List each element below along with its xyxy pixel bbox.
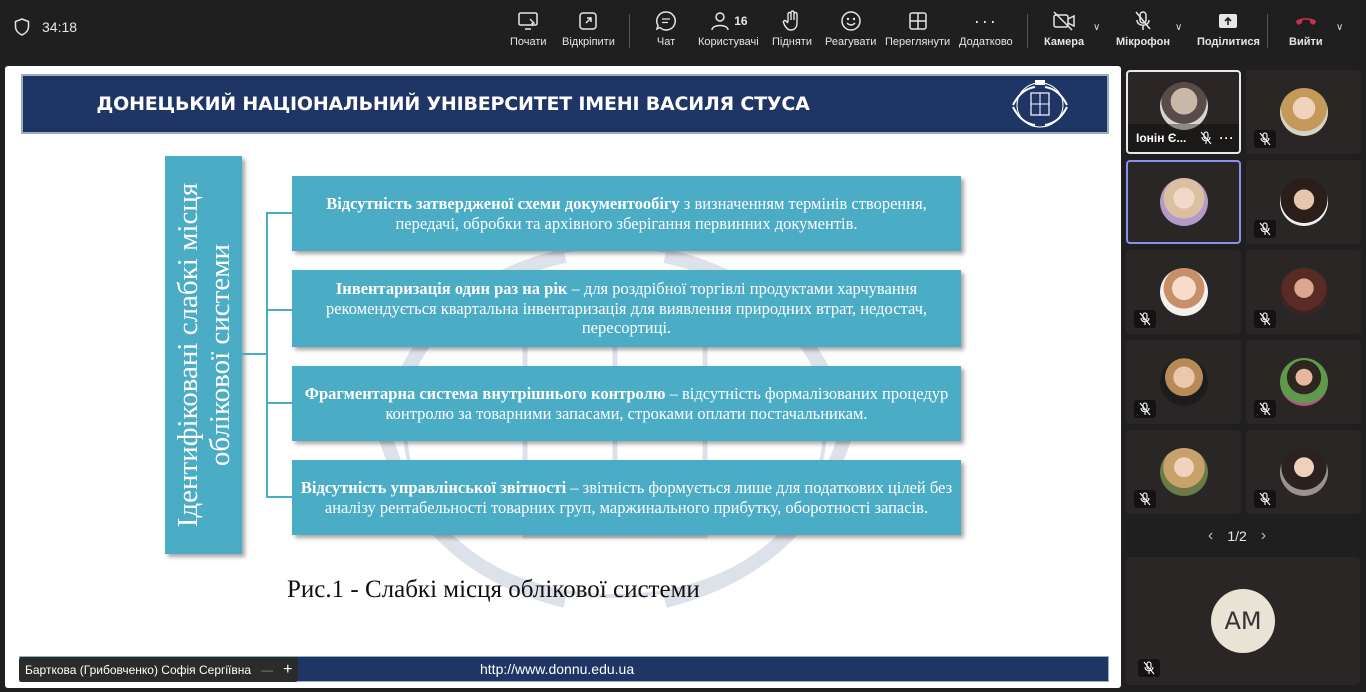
share-label: Поділитися <box>1197 36 1260 48</box>
more-label: Додатково <box>959 36 1013 48</box>
camera-button[interactable] <box>1044 8 1084 54</box>
view-button[interactable] <box>885 8 950 54</box>
weak-point-item <box>292 366 961 441</box>
emoji-icon <box>840 8 862 34</box>
toolbar-divider <box>1267 14 1268 48</box>
phone-hangup-icon <box>1294 8 1318 34</box>
pager-text: 1/2 <box>1227 528 1247 544</box>
participant-more-icon[interactable]: ··· <box>1219 131 1235 145</box>
start-label: Почати <box>510 36 547 48</box>
mic-off-icon <box>1134 490 1156 508</box>
leave-button[interactable] <box>1289 8 1323 54</box>
hand-icon <box>782 8 802 34</box>
weak-point-text: Фрагментарна система внутрішнього контролю – відсутність формалізованих процедур контролю за товарними запасами, строками оплати постачальникам. <box>304 384 949 423</box>
weak-point-text: Інвентаризація один раз на рік – для роздрібної торгівлі продуктами харчування рекомендується квартальна інвентаризація для виявлення природних втрат, недостач, пересортиці. <box>325 279 928 338</box>
university-crest-icon <box>1007 79 1073 131</box>
camera-options-chevron-down-icon[interactable]: ∨ <box>1093 22 1101 33</box>
chat-button[interactable] <box>655 8 677 54</box>
camera-off-icon <box>1052 8 1076 34</box>
mic-off-icon <box>1254 310 1276 328</box>
shield-icon <box>14 18 30 36</box>
mic-off-icon <box>1134 310 1156 328</box>
connector-line <box>242 353 267 355</box>
leave-label: Вийти <box>1289 36 1323 48</box>
chat-label: Чат <box>656 36 676 48</box>
avatar <box>1160 178 1208 226</box>
participants-pager <box>1208 527 1266 545</box>
leave-options-chevron-down-icon[interactable]: ∨ <box>1336 22 1344 33</box>
participant-tile[interactable] <box>1126 340 1241 424</box>
presenter-name: Барткова (Грибовченко) Софія Сергіївна <box>25 662 252 677</box>
avatar <box>1280 358 1328 406</box>
people-label: Користувачі <box>698 36 759 48</box>
chat-icon <box>655 8 677 34</box>
camera-label: Камера <box>1044 36 1085 48</box>
react-button[interactable] <box>825 8 876 54</box>
grid-icon <box>908 8 928 34</box>
share-icon <box>1217 8 1239 34</box>
start-button[interactable] <box>510 8 547 54</box>
participant-tile[interactable] <box>1126 430 1241 514</box>
mic-off-icon <box>1254 130 1276 148</box>
slide-header <box>21 74 1109 134</box>
share-button[interactable] <box>1197 8 1260 54</box>
avatar <box>1160 268 1208 316</box>
mic-off-icon <box>1254 220 1276 238</box>
people-count: 16 <box>734 14 748 28</box>
participant-tile[interactable] <box>1246 430 1361 514</box>
mic-off-icon <box>1138 659 1160 677</box>
connector-line <box>266 496 292 498</box>
mic-options-chevron-down-icon[interactable]: ∨ <box>1175 22 1183 33</box>
mic-label: Мікрофон <box>1116 36 1171 48</box>
popout-button[interactable] <box>562 8 615 54</box>
meeting-timer <box>14 18 77 36</box>
avatar <box>1160 358 1208 406</box>
mic-off-icon <box>1254 400 1276 418</box>
participant-tile[interactable] <box>1246 340 1361 424</box>
avatar <box>1280 268 1328 316</box>
footer-url: http://www.donnu.edu.ua <box>480 661 635 677</box>
participant-name-bar <box>1128 124 1239 152</box>
participant-tile[interactable] <box>1246 70 1361 154</box>
chevron-right-icon[interactable]: › <box>1260 527 1267 544</box>
chevron-left-icon[interactable]: ‹ <box>1208 527 1214 544</box>
meeting-toolbar <box>0 0 1366 60</box>
participant-tile[interactable] <box>1246 160 1361 244</box>
plus-icon[interactable]: + <box>283 660 293 678</box>
participant-name: Іонін Є... <box>1136 131 1187 145</box>
toolbar-divider <box>629 14 630 48</box>
timer-text: 34:18 <box>42 19 78 35</box>
weak-point-text: Відсутність управлінської звітності – звітність формується лише для податкових цілей без аналізу рентабельності товарних груп, маржинального прибутку, оборотності запасів. <box>300 478 953 517</box>
screen-icon <box>517 8 539 34</box>
participant-tile[interactable] <box>1126 250 1241 334</box>
people-icon <box>709 8 747 34</box>
view-label: Переглянути <box>885 36 951 48</box>
react-label: Реагувати <box>825 36 877 48</box>
connector-line <box>266 402 292 404</box>
popout-icon <box>578 8 598 34</box>
mic-off-icon <box>1134 400 1156 418</box>
weak-points-heading-box <box>165 156 242 554</box>
figure-caption: Рис.1 - Слабкі місця облікової системи <box>287 576 700 603</box>
toolbar-divider <box>1027 14 1028 48</box>
presenter-label <box>19 657 298 682</box>
raise-label: Підняти <box>772 36 812 48</box>
avatar: AM <box>1211 589 1275 653</box>
avatar <box>1280 178 1328 226</box>
more-icon: ··· <box>973 10 998 31</box>
more-button[interactable] <box>959 8 1013 54</box>
mic-off-icon <box>1133 8 1153 34</box>
avatar <box>1160 82 1208 130</box>
mic-off-icon <box>1254 490 1276 508</box>
avatar <box>1280 88 1328 136</box>
participant-tile[interactable] <box>1126 70 1241 154</box>
connector-line <box>266 309 292 311</box>
participant-tile[interactable] <box>1246 250 1361 334</box>
weak-point-item <box>292 270 961 347</box>
mic-off-icon <box>1197 131 1215 145</box>
connector-line <box>266 212 292 214</box>
minimize-icon[interactable]: — <box>261 662 274 677</box>
weak-point-text: Відсутність затвердженої схеми документообігу з визначенням термінів створення, передачі, обробки та архівного зберігання первинних документів. <box>326 194 927 233</box>
avatar <box>1160 448 1208 496</box>
weak-point-item <box>292 176 961 251</box>
weak-point-item <box>292 460 961 535</box>
avatar <box>1280 448 1328 496</box>
weak-points-heading: Ідентифіковані слабкі місця облікової системи <box>171 182 236 528</box>
participant-tile[interactable] <box>1126 160 1241 244</box>
popout-label: Відкріпити <box>562 36 615 48</box>
people-button[interactable] <box>698 8 759 54</box>
slide-title: ДОНЕЦЬКИЙ НАЦІОНАЛЬНИЙ УНІВЕРСИТЕТ ІМЕНІ ВАСИЛЯ СТУСА <box>96 93 810 115</box>
shared-slide <box>5 66 1121 688</box>
raise-hand-button[interactable] <box>772 8 812 54</box>
connector-line <box>266 212 268 497</box>
participant-tile-large[interactable] <box>1126 557 1360 685</box>
mic-button[interactable] <box>1116 8 1170 54</box>
